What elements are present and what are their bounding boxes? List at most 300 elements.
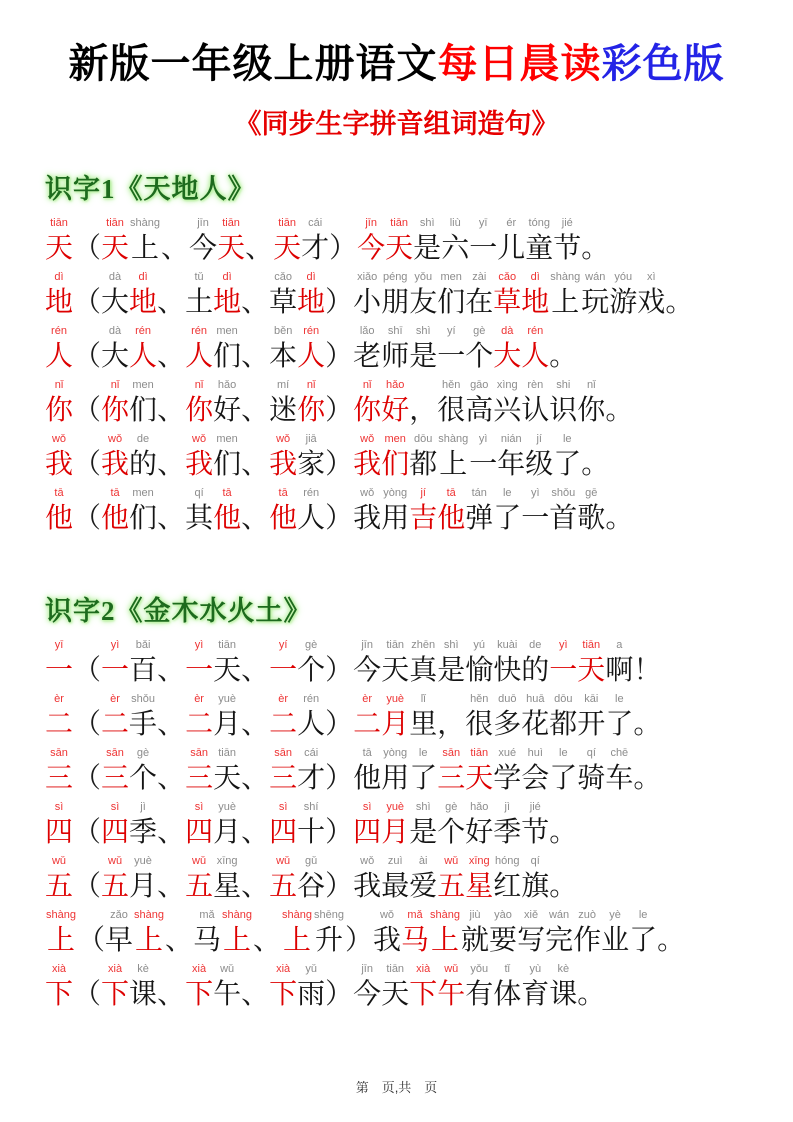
pinyin-label: xià [51,963,67,975]
pinyin-label: sān [442,747,461,759]
pinyin-label: tiān [106,217,124,229]
pinyin-label: tán [471,487,487,499]
pinyin-label [73,800,101,815]
hanzi: 家 [297,449,326,480]
pinyin-label [73,962,101,977]
hanzi: 识 [549,395,578,426]
char-token [465,746,493,797]
hanzi: ） [325,709,354,740]
char-token [381,746,409,797]
pinyin-label: lǐ [420,693,426,705]
pinyin-label [241,800,269,815]
char-token [409,486,437,537]
hanzi: 友 [409,287,438,318]
char-token [549,638,577,689]
hanzi: 天 [381,655,410,686]
char-token [269,486,297,537]
hanzi: 上 [439,449,468,480]
pinyin-label: shàng [282,909,313,921]
pinyin-label: gè [473,325,486,337]
pinyin-label: yǒu [414,271,433,283]
hanzi: 、 [241,871,270,902]
char-token [325,692,353,743]
pinyin-label: tiān [278,217,296,229]
pinyin-label: dì [54,271,64,283]
char-token [521,270,549,321]
hanzi: 谷 [297,871,326,902]
pinyin-label: wǒ [360,855,375,867]
char-token [441,216,469,267]
hanzi: ！ [633,655,662,686]
pinyin-label: wǒ [51,433,67,445]
pinyin-label: yòng [383,747,408,759]
hanzi: 三 [45,763,74,794]
pinyin-label: zuì [387,855,403,867]
pinyin-label: èr [362,693,373,705]
char-token [465,486,493,537]
char-token [353,854,381,905]
char-token [325,962,353,1013]
char-token [129,962,157,1013]
char-token [73,746,101,797]
hanzi: 。 [657,925,686,956]
char-token [129,638,157,689]
pinyin-label: zuò [578,909,596,921]
pinyin-label: yuè [218,801,236,813]
hanzi: 他 [437,503,466,534]
pinyin-label [581,216,609,231]
char-token [269,800,297,851]
char-token [657,908,685,959]
hanzi: 三 [185,763,214,794]
char-token [409,800,437,851]
char-token [381,486,409,537]
hanzi: 爱 [409,871,438,902]
pinyin-label [245,216,273,231]
pinyin-label [241,270,269,285]
char-token [601,908,629,959]
char-token [437,800,465,851]
hanzi: 的 [129,449,158,480]
char-token [493,486,521,537]
hanzi: 天 [213,763,242,794]
pinyin-label: a [616,639,623,651]
char-token [213,800,241,851]
hanzi: 都 [549,709,578,740]
hanzi: 你 [297,395,326,426]
hanzi: （ [73,395,102,426]
pinyin-label: cǎo [274,271,292,283]
hanzi: 四 [269,817,298,848]
char-token [437,324,465,375]
char-token [213,746,241,797]
pinyin-label [325,432,353,447]
pinyin-label: liù [449,217,461,229]
char-token [553,432,581,483]
pinyin-label: yào [494,909,512,921]
char-token [353,432,381,483]
pinyin-label: cái [308,217,323,229]
hanzi: 一 [269,655,298,686]
pinyin-label: huā [526,693,545,705]
entry-row [45,962,748,1013]
sections-container [45,167,748,1013]
pinyin-label: shàng [130,217,161,229]
hanzi: 完 [545,925,574,956]
hanzi: 你 [45,395,74,426]
pinyin-label: wán [548,909,570,921]
char-token [353,692,381,743]
entry-row [45,854,748,905]
char-token [45,854,73,905]
pinyin-label: yuè [218,693,236,705]
char-token [297,638,325,689]
hanzi: 下 [269,979,298,1010]
char-token [241,962,269,1013]
hanzi: 他 [213,503,242,534]
char-token [329,216,357,267]
hanzi: 最 [381,871,410,902]
pinyin-label: tā [54,487,64,499]
hanzi: 们 [437,287,466,318]
hanzi: 们 [129,503,158,534]
pinyin-label: dà [108,325,122,337]
pinyin-label [325,962,353,977]
pinyin-label: gè [136,747,150,759]
char-token [213,692,241,743]
char-token [45,746,73,797]
hanzi: （ [73,449,102,480]
pinyin-label: rén [135,325,151,337]
char-token [73,800,101,851]
char-token [577,486,605,537]
hanzi: 我 [353,871,382,902]
pinyin-label: rén [303,325,320,337]
pinyin-label [157,692,185,707]
pinyin-label [157,746,185,761]
char-token [465,324,493,375]
pinyin-label: shàng [222,909,253,921]
hanzi: 个 [437,817,466,848]
char-token [297,270,325,321]
hanzi: 我 [101,449,130,480]
hanzi: 开 [577,709,606,740]
char-token [437,962,465,1013]
hanzi: 手 [129,709,158,740]
hanzi: 有 [465,979,494,1010]
pinyin-label: shàng [46,909,76,921]
pinyin-label: nǐ [110,379,120,391]
hanzi: 、 [241,449,270,480]
entry-row [45,908,748,959]
hanzi: 童 [525,233,554,264]
hanzi: （ [73,287,102,318]
char-token [633,692,661,743]
pinyin-label: wǒ [360,433,375,445]
hanzi: 个 [297,655,326,686]
pinyin-label [325,324,353,339]
pinyin-label: shàng [430,909,461,921]
hanzi: 多 [493,709,522,740]
pinyin-label [665,270,693,285]
pinyin-label: dì [222,271,232,283]
pinyin-label: gè [445,801,458,813]
hanzi: 体 [493,979,522,1010]
pinyin-label: hǎo [470,801,489,813]
char-token [581,270,609,321]
pinyin-label: kāi [584,693,599,705]
pinyin-label: zǎo [110,909,128,921]
pinyin-label: tǐ [504,963,510,975]
hanzi: 很 [437,395,466,426]
pinyin-label: zhēn [411,639,436,651]
char-token [373,908,401,959]
char-token [297,854,325,905]
pinyin-label: tiān [218,639,236,651]
hanzi: （ [73,341,102,372]
hanzi: 是 [437,655,466,686]
hanzi: 我 [353,449,382,480]
pinyin-label: men [132,379,154,391]
pinyin-label [73,638,101,653]
hanzi: 季 [493,817,522,848]
hanzi: ） [325,871,354,902]
hanzi: 、 [157,871,186,902]
hanzi: ） [325,655,354,686]
char-token [101,486,129,537]
hanzi: 地 [213,287,242,318]
char-token [165,908,193,959]
hanzi: 大 [101,287,130,318]
pinyin-label: xià [108,963,123,975]
pinyin-label: wǔ [108,855,123,867]
hanzi: 个 [129,763,158,794]
pinyin-label: yí [278,639,288,651]
pinyin-label: èr [110,693,120,705]
section-1 [45,167,748,537]
char-token [461,908,489,959]
hanzi: 大 [101,341,130,372]
char-token [73,692,101,743]
char-token [129,216,161,267]
char-token [73,854,101,905]
pinyin-label [241,692,269,707]
hanzi: 上 [131,233,160,264]
pinyin-label: jīn [361,639,373,651]
pinyin-label [345,908,373,923]
char-token [101,800,129,851]
pinyin-label: wǒ [379,909,395,921]
char-token [101,746,129,797]
char-token [549,854,577,905]
hanzi: ） [325,341,354,372]
hanzi: 们 [213,341,242,372]
hanzi: 下 [185,979,214,1010]
pinyin-label [633,638,661,653]
hanzi: 了 [553,449,582,480]
char-token [157,638,185,689]
char-token [577,692,605,743]
char-token [185,800,213,851]
hanzi: 首 [549,503,578,534]
char-token [493,962,521,1013]
char-token [497,432,525,483]
char-token [409,692,437,743]
pinyin-label [409,378,437,393]
char-token [437,270,465,321]
pinyin-label: tiān [222,217,240,229]
pinyin-label: bǎi [135,639,151,651]
char-token [185,746,213,797]
pinyin-label: tiān [218,747,236,759]
hanzi: 五 [437,871,466,902]
pinyin-label [157,432,185,447]
hanzi: 红 [493,871,522,902]
hanzi: 今 [353,655,382,686]
char-token [129,270,157,321]
pinyin-label: xià [416,963,431,975]
pinyin-label [157,854,185,869]
pinyin-label: nǐ [587,379,596,391]
char-token [101,854,129,905]
char-token [185,378,213,429]
char-token [325,324,353,375]
char-token [185,854,213,905]
hanzi: 月 [213,817,242,848]
hanzi: 们 [381,449,410,480]
char-token [45,324,73,375]
char-token [549,324,577,375]
pinyin-label: tiān [470,747,489,759]
char-token [521,324,549,375]
hanzi: 草 [493,287,522,318]
hanzi: 了 [605,709,634,740]
char-token [101,378,129,429]
pinyin-label: wán [585,271,606,283]
hanzi: 你 [185,395,214,426]
hanzi: 雨 [297,979,326,1010]
pinyin-label: le [502,487,512,499]
pinyin-label: dà [108,271,122,283]
char-token [213,962,241,1013]
hanzi: 真 [409,655,438,686]
pinyin-label [549,324,577,339]
hanzi: 车 [605,763,634,794]
char-token [73,216,101,267]
char-token [73,638,101,689]
hanzi: 六 [441,233,470,264]
pinyin-label: lǎo [359,325,375,337]
pinyin-label: cái [304,747,319,759]
char-token [521,962,549,1013]
hanzi: 二 [185,709,214,740]
hanzi: 、 [157,503,186,534]
char-token [549,800,577,851]
pinyin-label: sān [106,747,124,759]
char-token [129,746,157,797]
char-token [409,378,437,429]
char-token [325,854,353,905]
char-token [157,800,185,851]
char-token [185,962,213,1013]
pinyin-label [633,692,661,707]
hanzi: 、 [157,449,186,480]
char-token [157,854,185,905]
hanzi: 下 [409,979,438,1010]
pinyin-label: wǒ [108,433,123,445]
char-token [381,432,409,483]
char-token [217,216,245,267]
hanzi: 天 [381,979,410,1010]
hanzi: 戏 [637,287,666,318]
pinyin-label: yuè [386,801,405,813]
char-token [549,378,577,429]
hanzi: 里 [409,709,438,740]
char-token [437,746,465,797]
char-token [241,800,269,851]
hanzi: 一 [469,233,498,264]
entry-row [45,270,748,321]
char-token [549,486,577,537]
hanzi: ） [329,233,358,264]
hanzi: 好 [381,395,410,426]
hanzi: 、 [157,341,186,372]
pinyin-label: jīn [365,217,377,229]
hanzi: 午 [213,979,242,1010]
pinyin-label: jì [140,801,146,813]
char-token [45,378,73,429]
pinyin-label: yù [529,963,542,975]
pinyin-label: yì [478,433,488,445]
pinyin-label: xià [276,963,291,975]
char-token [241,486,269,537]
hanzi: （ [73,817,102,848]
pinyin-label: gǔ [305,855,318,867]
hanzi: 季 [129,817,158,848]
hanzi: 二 [101,709,130,740]
char-token [241,270,269,321]
char-token [101,324,129,375]
hanzi: 游 [609,287,638,318]
hanzi: 地 [521,287,550,318]
hanzi: 是 [409,341,438,372]
hanzi: 你 [353,395,382,426]
char-token [297,800,325,851]
hanzi: 写 [517,925,546,956]
pinyin-label [325,638,353,653]
pinyin-label: sì [194,801,204,813]
pinyin-label: yì [530,487,540,499]
hanzi: 地 [45,287,74,318]
char-token [521,638,549,689]
hanzi: 三 [101,763,130,794]
char-token [637,270,665,321]
char-token [437,638,465,689]
pinyin-label: shēng [314,909,344,921]
hanzi: 下 [45,979,74,1010]
pinyin-label: yǒu [470,963,489,975]
hanzi: 、 [241,287,270,318]
char-token [193,908,221,959]
pinyin-label: dōu [554,693,573,705]
hanzi: 三 [269,763,298,794]
hanzi: 、 [157,395,186,426]
pinyin-label [241,486,269,501]
hanzi: ） [325,763,354,794]
char-token [573,908,601,959]
char-token [465,692,493,743]
char-token [381,638,409,689]
